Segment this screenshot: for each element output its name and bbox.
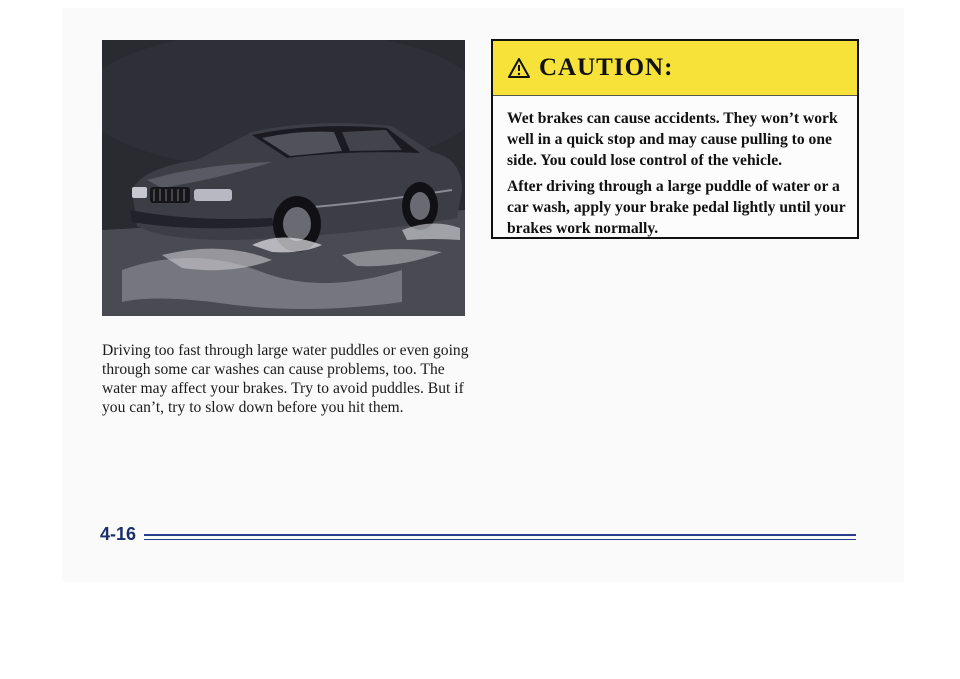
caution-paragraph: After driving through a large puddle of water or a car wash, apply your brake pedal lightly until your brakes work normally. [507,178,846,237]
page-number: 4-16 [100,524,137,544]
body-paragraph: Driving too fast through large water puddles or even going through some car washes can cause problems, too. The water may affect your brakes. Try to avoid puddles. But if you can’t, try to slow down before you hit them. [102,342,469,416]
footer-rule-thin [144,539,856,540]
car-photo [102,40,465,316]
caution-title: CAUTION: [539,54,674,81]
body-text [102,341,482,417]
car-driving-through-water-illustration [102,40,465,316]
caution-paragraph: Wet brakes can cause accidents. They won’t work well in a quick stop and may cause pulling to one side. You could lose control of the vehicle. [507,110,838,169]
caution-box [491,39,859,239]
footer-rule [144,534,856,536]
caution-body [493,96,857,239]
caution-header [493,41,857,96]
warning-triangle-icon [507,57,531,79]
